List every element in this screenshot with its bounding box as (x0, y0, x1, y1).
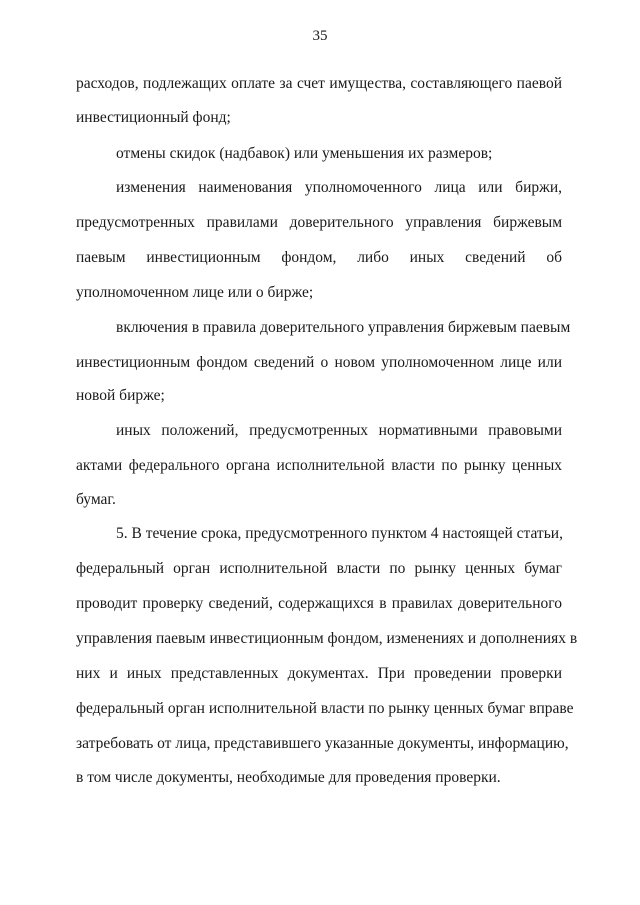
text-line: иных положений, предусмотренных нормативными правовыми (116, 422, 562, 439)
text-line: паевым инвестиционным фондом, либо иных сведений об (76, 249, 562, 266)
text-line: уполномоченном лице или о бирже; (76, 284, 314, 301)
text-line: них и иных представленных документах. При проведении проверки (76, 665, 562, 682)
text-line: федеральный орган исполнительной власти по рынку ценных бумаг (76, 560, 562, 577)
text-line: 5. В течение срока, предусмотренного пунктом 4 настоящей статьи, (116, 525, 563, 542)
text-line: изменения наименования уполномоченного лица или биржи, (116, 179, 562, 196)
text-line: бумаг. (76, 491, 116, 508)
text-line: в том числе документы, необходимые для проведения проверки. (76, 769, 501, 786)
text-line: отмены скидок (надбавок) или уменьшения их размеров; (116, 145, 493, 162)
text-line: затребовать от лица, представившего указанные документы, информацию, (76, 735, 569, 752)
text-line: включения в правила доверительного управления биржевым паевым (116, 319, 571, 336)
text-line: новой бирже; (76, 387, 165, 404)
page-number: 35 (312, 28, 328, 44)
text-line: управления паевым инвестиционным фондом, изменениях и дополнениях в (76, 630, 578, 647)
text-line: проводит проверку сведений, содержащихся в правилах доверительного (76, 595, 562, 612)
text-line: федеральный орган исполнительной власти по рынку ценных бумаг вправе (76, 700, 574, 717)
text-line: инвестиционным фондом сведений о новом уполномоченном лице или (76, 354, 562, 371)
text-line: актами федерального органа исполнительной власти по рынку ценных (76, 457, 562, 474)
text-line: предусмотренных правилами доверительного управления биржевым (76, 214, 562, 231)
text-line: инвестиционный фонд; (76, 109, 231, 126)
text-line: расходов, подлежащих оплате за счет имущества, составляющего паевой (76, 75, 562, 92)
